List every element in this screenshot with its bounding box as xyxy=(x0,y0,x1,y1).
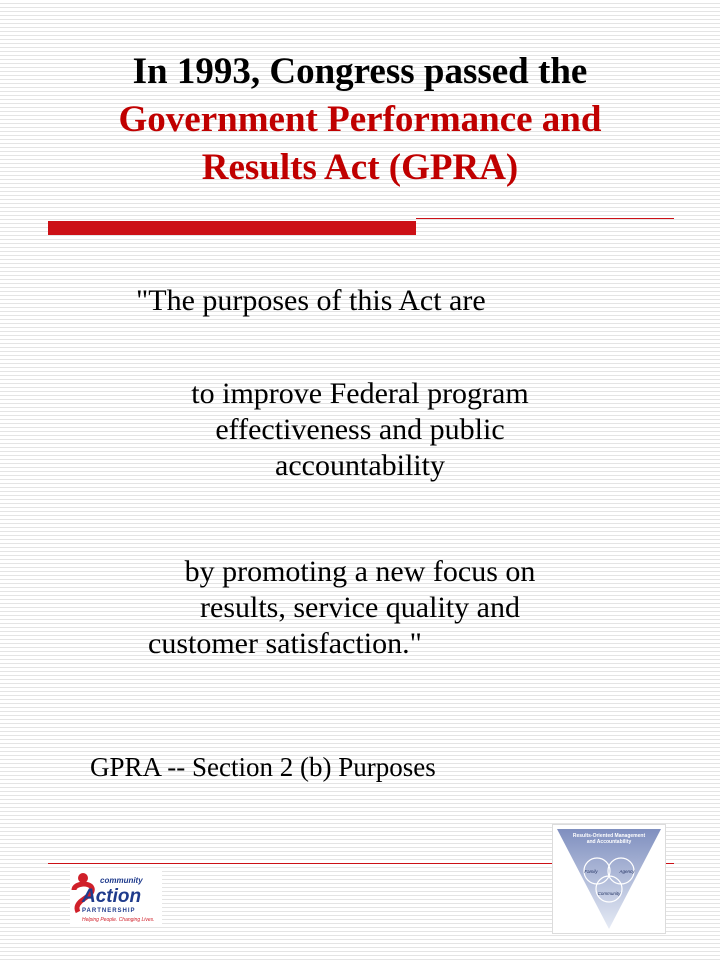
roma-logo xyxy=(552,824,666,934)
roma-agency-label: Agency xyxy=(619,869,635,874)
community-action-logo xyxy=(70,868,162,926)
quote-paragraph-improve xyxy=(100,376,620,484)
title-underline-thick xyxy=(48,221,416,235)
quote-paragraph-promoting xyxy=(120,554,600,662)
quote-line: by promoting a new focus on xyxy=(184,555,536,588)
citation: GPRA -- Section 2 (b) Purposes xyxy=(90,752,436,782)
quote-line: to improve Federal program xyxy=(191,377,529,410)
quote-line: customer satisfaction." xyxy=(148,627,422,660)
title-line-1: In 1993, Congress passed the xyxy=(132,51,588,92)
quote-line: results, service quality and xyxy=(200,591,520,624)
logo-action-text: Action xyxy=(82,886,142,907)
title-underline-thin xyxy=(416,218,674,219)
title-line-2: Government Performance and xyxy=(118,99,602,140)
logo-tagline-text: Helping People. Changing Lives. xyxy=(82,917,155,923)
quote-line: accountability xyxy=(275,449,445,482)
community-action-logo-graphic xyxy=(70,868,162,926)
roma-logo-graphic xyxy=(553,825,665,933)
title-line-3: Results Act (GPRA) xyxy=(201,147,519,188)
logo-community-text: community xyxy=(100,876,143,885)
quote-intro: "The purposes of this Act are xyxy=(136,284,486,317)
slide-title xyxy=(40,48,680,192)
logo-partnership-text: PARTNERSHIP xyxy=(82,908,136,914)
roma-heading-line-2: and Accountability xyxy=(586,839,632,845)
roma-community-label: Community xyxy=(597,891,621,896)
logo-figure-head-icon xyxy=(78,873,88,883)
roma-family-label: Family xyxy=(584,869,598,874)
roma-heading-line-1: Results-Oriented Management xyxy=(572,833,646,839)
quote-line: effectiveness and public xyxy=(215,413,505,446)
